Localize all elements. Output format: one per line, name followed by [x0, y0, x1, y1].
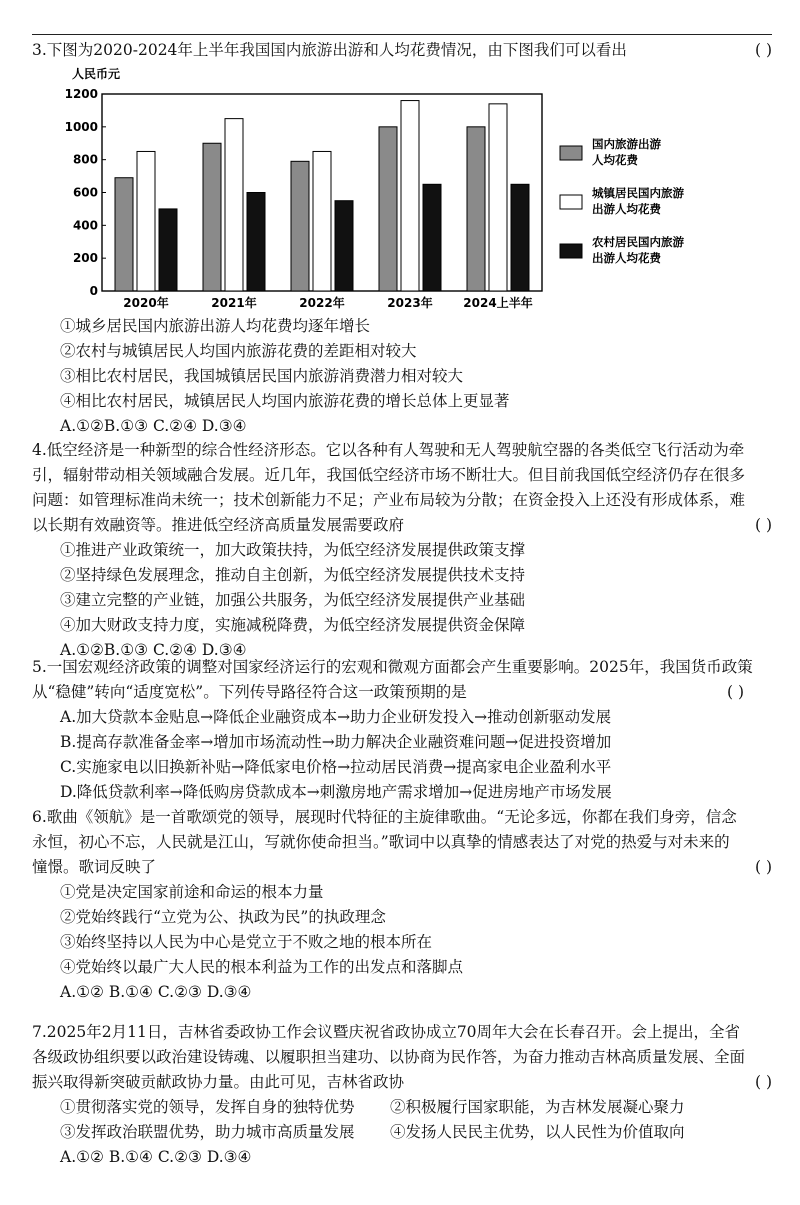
options-row-2	[32, 1120, 772, 1145]
y-tick-label: 1000	[64, 119, 98, 134]
question-3-stem: 3.下图为2020-2024年上半年我国国内旅游出游和人均花费情况，由下图我们可以看出 ( )	[32, 38, 772, 63]
option-4: ④党始终以最广大人民的根本利益为工作的出发点和落脚点	[60, 958, 464, 976]
question-3	[32, 38, 772, 63]
answer-bracket: ( )	[726, 683, 744, 701]
bar	[115, 178, 133, 291]
bar	[423, 184, 441, 291]
y-tick-label: 400	[72, 218, 98, 233]
answer-choices: A.①②B.①③ C.②④ D.③④	[60, 641, 247, 659]
option-1: ①城乡居民国内旅游出游人均花费均逐年增长	[60, 317, 371, 335]
x-tick-label: 2021年	[211, 296, 257, 310]
legend-label: 国内旅游出游	[592, 137, 661, 151]
x-tick-label: 2020年	[123, 296, 169, 310]
option-a: A.加大贷款本金贴息→降低企业融资成本→助力企业研发投入→推动创新驱动发展	[60, 708, 612, 726]
bar	[137, 151, 155, 291]
option-d: D.降低贷款利率→降低购房贷款成本→刺激房地产需求增加→促进房地产市场发展	[60, 783, 612, 801]
y-tick-label: 200	[72, 251, 98, 266]
answer-choices: A.①② B.①④ C.②③ D.③④	[60, 983, 252, 1001]
option-3: ③发挥政治联盟优势，助力城市高质量发展	[60, 1123, 355, 1141]
question-7	[32, 1020, 772, 1170]
option-c: C.实施家电以旧换新补贴→降低家电价格→拉动居民消费→提高家电企业盈利水平	[60, 758, 612, 776]
answer-bracket: ( )	[754, 41, 772, 59]
stem-line: 以长期有效融资等。推进低空经济高质量发展需要政府 ( )	[32, 513, 772, 538]
answer-choices: A.①②B.①③ C.②④ D.③④	[60, 417, 247, 435]
option-b: B.提高存款准备金率→增加市场流动性→助力解决企业融资难问题→促进投资增加	[60, 733, 612, 751]
answer-bracket: ( )	[754, 858, 772, 876]
stem-line: 4.低空经济是一种新型的综合性经济形态。它以各种有人驾驶和无人驾驶航空器的各类低空飞行活动为牵	[32, 441, 745, 459]
option-1: ①党是决定国家前途和命运的根本力量	[60, 883, 324, 901]
bar	[401, 101, 419, 291]
bar	[247, 193, 265, 292]
bar	[225, 119, 243, 291]
option-4: ④加大财政支持力度，实施减税降费，为低空经济发展提供资金保障	[60, 616, 526, 634]
legend-label: 出游人均花费	[592, 251, 661, 265]
y-tick-label: 800	[72, 152, 98, 167]
option-2: ②党始终践行“立党为公、执政为民”的执政理念	[60, 908, 386, 926]
bar	[313, 151, 331, 291]
legend-label: 出游人均花费	[592, 202, 661, 216]
stem-line: 6.歌曲《领航》是一首歌颂党的领导，展现时代特征的主旋律歌曲。“无论多远，你都在我们身旁，信念	[32, 808, 737, 826]
legend-swatch	[560, 146, 582, 160]
option-3: ③相比农村居民，我国城镇居民国内旅游消费潜力相对较大	[60, 367, 464, 385]
x-tick-label: 2023年	[387, 296, 433, 310]
stem-line: 憧憬。歌词反映了 ( )	[32, 855, 772, 880]
question-3-options	[32, 314, 772, 439]
stem-line: 永恒，初心不忘，人民就是江山，写就你使命担当。”歌词中以真挚的情感表达了对党的热爱与对未来的	[32, 833, 730, 851]
stem-line: 问题：如管理标准尚未统一；技术创新能力不足；产业布局较为分散；在资金投入上还没有形成体系，难	[32, 491, 746, 509]
stem-line: 引，辐射带动相关领域融合发展。近几年，我国低空经济市场不断壮大。但目前我国低空经济仍存在很多	[32, 466, 746, 484]
travel-spending-bar-chart	[60, 62, 720, 312]
question-4	[32, 438, 772, 663]
option-2: ②积极履行国家职能，为吉林发展凝心聚力	[390, 1098, 685, 1116]
x-tick-label: 2024上半年	[463, 296, 533, 310]
answer-bracket: ( )	[754, 516, 772, 534]
legend-label: 农村居民国内旅游	[592, 235, 684, 249]
stem-line: 振兴取得新突破贡献政协力量。由此可见，吉林省政协 ( )	[32, 1070, 772, 1095]
stem-line: 各级政协组织要以政治建设铸魂、以履职担当建功、以协商为民作答，为奋力推动吉林高质量发展、全面	[32, 1048, 746, 1066]
bar	[467, 127, 485, 291]
option-4: ④相比农村居民，城镇居民人均国内旅游花费的增长总体上更显著	[60, 392, 510, 410]
bar	[291, 161, 309, 291]
y-tick-label: 600	[72, 185, 98, 200]
answer-choices: A.①② B.①④ C.②③ D.③④	[60, 1148, 252, 1166]
option-1: ①贯彻落实党的领导，发挥自身的独特优势	[60, 1098, 355, 1116]
bar	[489, 104, 507, 291]
legend-swatch	[560, 195, 582, 209]
bar	[159, 209, 177, 291]
legend-swatch	[560, 244, 582, 258]
top-rule	[32, 34, 772, 35]
x-tick-label: 2022年	[299, 296, 345, 310]
bar	[379, 127, 397, 291]
answer-bracket: ( )	[754, 1073, 772, 1091]
bar	[203, 143, 221, 291]
question-6	[32, 805, 772, 1005]
options-row-1	[32, 1095, 772, 1120]
y-tick-label: 1200	[64, 87, 98, 101]
bar	[335, 201, 353, 291]
legend-label: 人均花费	[592, 153, 638, 167]
option-2: ②农村与城镇居民人均国内旅游花费的差距相对较大	[60, 342, 417, 360]
option-4: ④发扬人民民主优势，以人民性为价值取向	[390, 1123, 685, 1141]
stem-line: 5.一国宏观经济政策的调整对国家经济运行的宏观和微观方面都会产生重要影响。2025年，我国货币政策	[32, 658, 753, 676]
option-3: ③建立完整的产业链，加强公共服务，为低空经济发展提供产业基础	[60, 591, 526, 609]
legend-label: 城镇居民国内旅游	[592, 186, 684, 200]
y-tick-label: 0	[89, 284, 98, 298]
y-axis-label: 人民币元	[72, 67, 121, 81]
option-3: ③始终坚持以人民为中心是党立于不败之地的根本所在	[60, 933, 433, 951]
bar	[511, 184, 529, 291]
stem-line: 从“稳健”转向“适度宽松”。下列传导路径符合这一政策预期的是 ( )	[32, 680, 772, 705]
option-1: ①推进产业政策统一，加大政策扶持，为低空经济发展提供政策支撑	[60, 541, 526, 559]
option-2: ②坚持绿色发展理念，推动自主创新，为低空经济发展提供技术支持	[60, 566, 526, 584]
stem-line: 7.2025年2月11日，吉林省委政协工作会议暨庆祝省政协成立70周年大会在长春召开。会上提出，全省	[32, 1023, 741, 1041]
question-5	[32, 655, 772, 805]
